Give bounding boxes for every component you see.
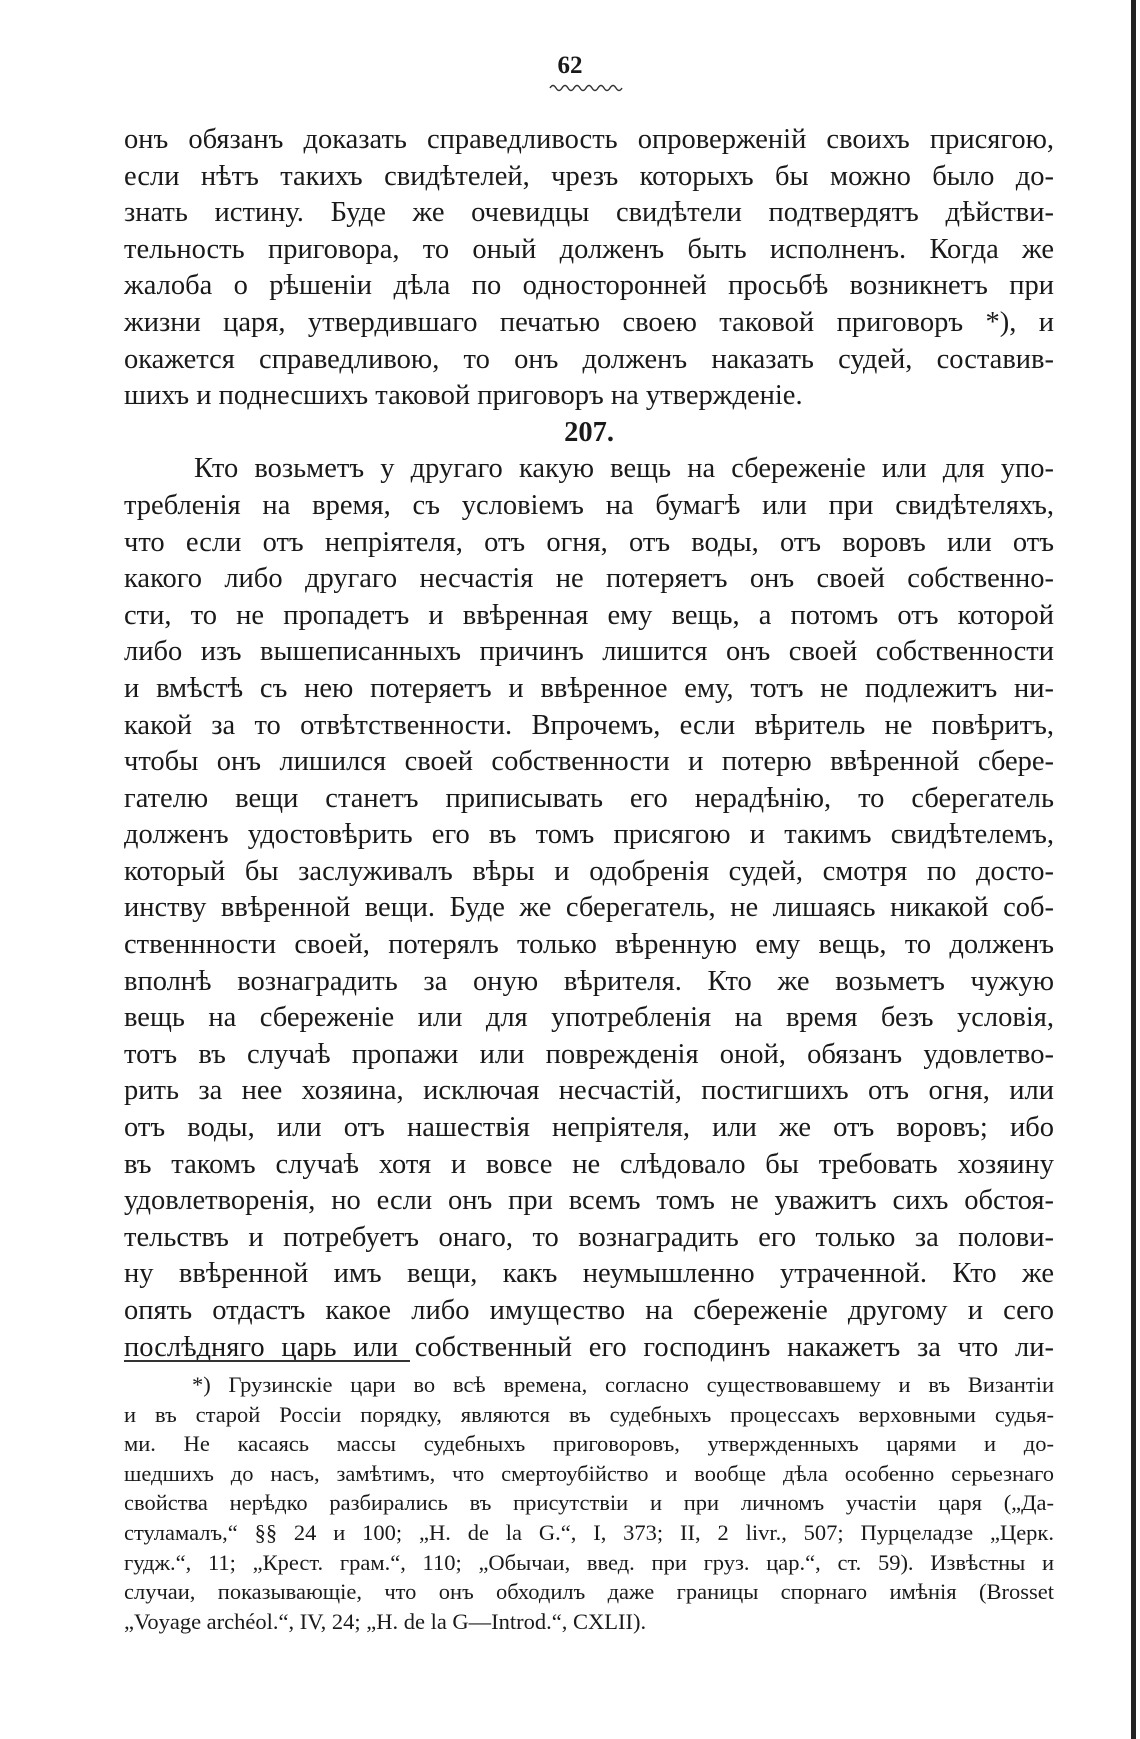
text-line: рить за нее хозяина, исключая несчастій, постигшихъ отъ огня, или [124, 1075, 1054, 1107]
footnote-line: свойства нерѣдко разбирались въ присутствіи и при личномъ участіи царя („Да- [124, 1490, 1054, 1516]
text-line: если нѣтъ такихъ свидѣтелей, чрезъ которыхъ бы можно было до- [124, 160, 1054, 192]
footnote-line: *) Грузинскіе цари во всѣ времена, согласно существовавшему и въ Византіи [192, 1372, 1054, 1397]
page-number-ornament [548, 82, 628, 94]
text-line: послѣдняго царь или собственный его господинъ накажетъ за что ли- [124, 1331, 1054, 1363]
text-line: долженъ удостовѣрить его въ томъ присягою и такимъ свидѣтелемъ, [124, 819, 1054, 851]
footnote [124, 1370, 1054, 1636]
text-line: требленія на время, съ условіемъ на бумагѣ или при свидѣтеляхъ, [124, 489, 1054, 521]
footnote-line: ми. Не касаясь массы судебныхъ приговоровъ, утвержденныхъ царями и до- [124, 1431, 1054, 1457]
text-line: либо изъ вышеписанныхъ причинъ лишится онъ своей собственности [124, 636, 1054, 668]
page-edge [1131, 0, 1136, 1739]
text-line: какой за то отвѣтственности. Впрочемъ, если вѣритель не повѣритъ, [124, 709, 1054, 741]
text-line: который бы заслуживалъ вѣры и одобренія судей, смотря по досто- [124, 855, 1054, 887]
text-line: какого либо другаго несчастія не потеряетъ онъ своей собственно- [124, 563, 1054, 595]
text-line: ну ввѣренной имъ вещи, какъ неумышленно утраченной. Кто же [124, 1258, 1054, 1290]
text-line: сти, то не пропадетъ и ввѣренная ему вещь, а потомъ отъ которой [124, 599, 1054, 631]
text-line: инству ввѣренной вещи. Буде же сберегатель, не лишаясь никакой соб- [124, 892, 1054, 924]
text-line: жизни царя, утвердившаго печатью своею таковой приговоръ *), и [124, 306, 1054, 338]
text-line: удовлетворенія, но если онъ при всемъ томъ не уважитъ сихъ обстоя- [124, 1185, 1054, 1217]
text-line: отъ воды, или отъ нашествія непріятеля, или же отъ воровъ; ибо [124, 1112, 1054, 1144]
main-text [124, 122, 1054, 1366]
page-number: 62 [557, 52, 583, 79]
footnote-line: случаи, показывающіе, что онъ обходилъ даже границы спорнаго имѣнія (Brosset [124, 1579, 1054, 1605]
text-line: что если отъ непріятеля, отъ огня, отъ воды, отъ воровъ или отъ [124, 526, 1054, 558]
text-line: жалоба о рѣшеніи дѣла по односторонней просьбѣ возникнетъ при [124, 270, 1054, 302]
section-number: 207. [564, 416, 614, 448]
footnote-line: „Voyage archéol.“, IV, 24; „H. de la G—Introd.“, CXLII). [124, 1608, 647, 1634]
text-line: онъ обязанъ доказать справедливость опроверженій своихъ присягою, [124, 124, 1054, 155]
text-line: гателю вещи станетъ приписывать его нерадѣнію, то сберегатель [124, 782, 1054, 814]
footnote-line: гудж.“, 11; „Крест. грам.“, 110; „Обычаи, введ. при груз. цар.“, ст. 59). Извѣстны и [124, 1549, 1054, 1575]
text-line: чтобы онъ лишился своей собственности и потерю ввѣренной сбере- [124, 746, 1054, 778]
text-line: опять отдастъ какое либо имущество на сбереженіе другому и сего [124, 1295, 1054, 1326]
text-line: тельствъ и потребуетъ онаго, то вознаградить его только за полови- [124, 1221, 1054, 1253]
footnote-line: и въ старой Россіи порядку, являются въ судебныхъ процессахъ верховными судья- [124, 1401, 1054, 1427]
text-line: и вмѣстѣ съ нею потеряетъ и ввѣренное ему, тотъ не подлежитъ ни- [124, 672, 1054, 704]
text-line: знать истину. Буде же очевидцы свидѣтели подтвердятъ дѣйстви- [124, 197, 1054, 229]
text-line: въ такомъ случаѣ хотя и вовсе не слѣдовало бы требовать хозяину [124, 1148, 1054, 1180]
footnote-separator [124, 1360, 410, 1362]
text-line: вещь на сбереженіе или для употребленія на время безъ условія, [124, 1002, 1054, 1034]
text-line: тотъ въ случаѣ пропажи или поврежденія оной, обязанъ удовлетво- [124, 1038, 1054, 1070]
text-line: Кто возьметъ у другаго какую вещь на сбереженіе или для упо- [194, 453, 1054, 485]
text-line: тельность приговора, то оный долженъ быть исполненъ. Когда же [124, 233, 1054, 265]
text-line: окажется справедливою, то онъ долженъ наказать судей, составив- [124, 343, 1054, 375]
text-line: ственнности своей, потерялъ только вѣренную ему вещь, то долженъ [124, 929, 1054, 961]
text-line: шихъ и поднесшихъ таковой приговоръ на утвержденіе. [124, 380, 803, 412]
text-line: вполнѣ вознаградить за оную вѣрителя. Кто же возьметъ чужую [124, 965, 1054, 997]
footnote-line: шедшихъ до насъ, замѣтимъ, что смертоубійство и вообще дѣла особенно серьезнаго [124, 1460, 1054, 1486]
footnote-line: стуламалъ,“ §§ 24 и 100; „H. de la G.“, I, 373; II, 2 livr., 507; Пурцеладзе „Церк. [124, 1519, 1054, 1545]
